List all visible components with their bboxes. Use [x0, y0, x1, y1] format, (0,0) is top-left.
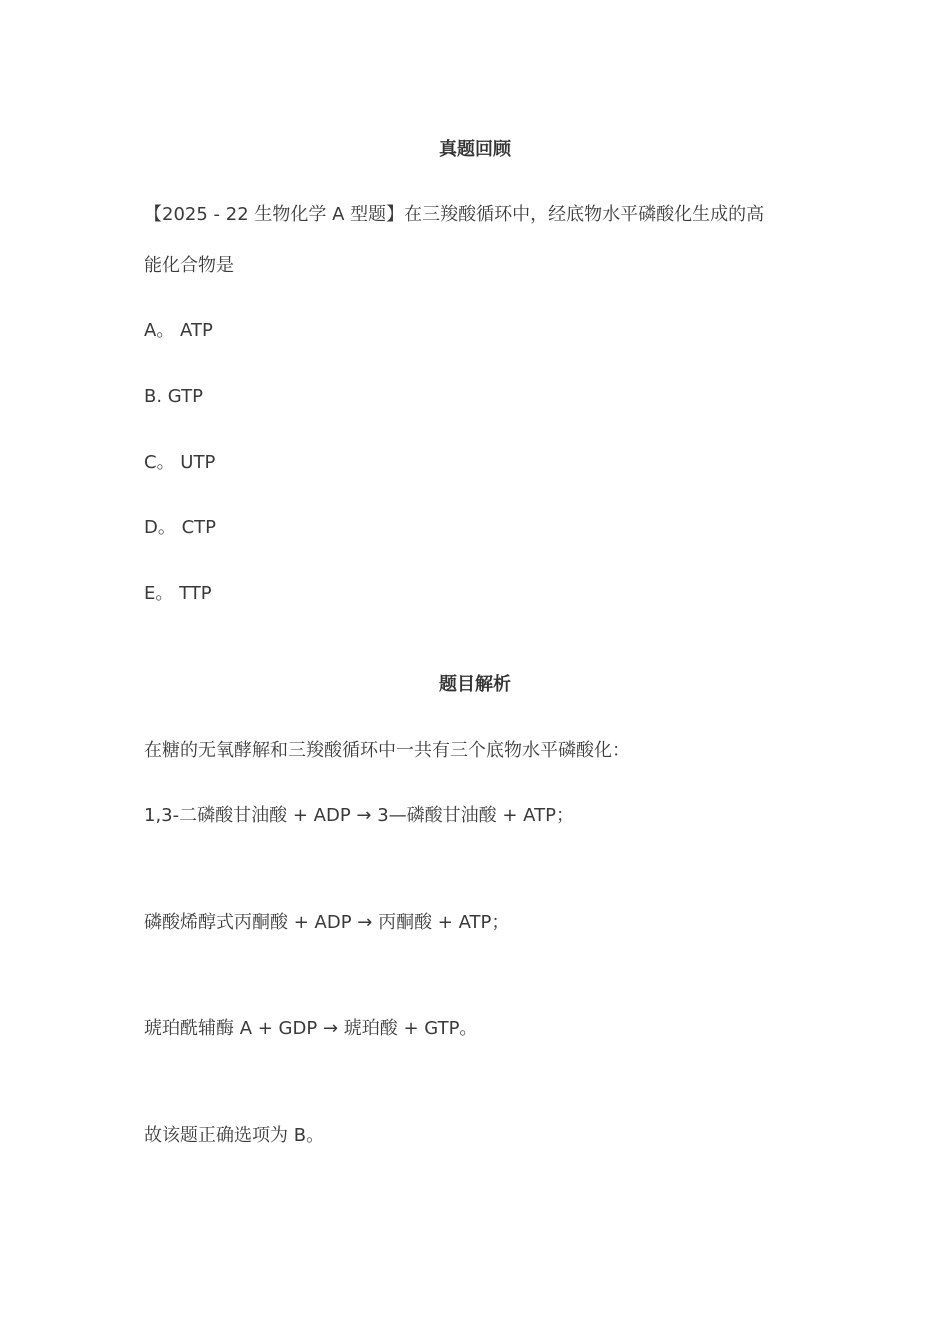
- analysis-heading: 题目解析: [439, 674, 511, 695]
- option-b: B. GTP: [144, 386, 203, 407]
- reaction-3: 琥珀酰辅酶 A + GDP → 琥珀酸 + GTP。: [144, 1018, 478, 1039]
- option-c: C。 UTP: [144, 452, 216, 473]
- question-text-line-1: 【2025 - 22 生物化学 A 型题】在三羧酸循环中，经底物水平磷酸化生成的高: [144, 204, 765, 225]
- option-a: A。 ATP: [144, 320, 213, 341]
- review-heading: 真题回顾: [439, 139, 511, 160]
- reaction-1: 1,3-二磷酸甘油酸 + ADP → 3—磷酸甘油酸 + ATP；: [144, 805, 574, 826]
- answer-conclusion: 故该题正确选项为 B。: [144, 1125, 325, 1146]
- reaction-2: 磷酸烯醇式丙酮酸 + ADP → 丙酮酸 + ATP；: [144, 912, 510, 933]
- question-text-line-2: 能化合物是: [144, 255, 234, 276]
- option-e: E。 TTP: [144, 583, 212, 604]
- analysis-intro: 在糖的无氧酵解和三羧酸循环中一共有三个底物水平磷酸化：: [144, 740, 630, 761]
- option-d: D。 CTP: [144, 517, 216, 538]
